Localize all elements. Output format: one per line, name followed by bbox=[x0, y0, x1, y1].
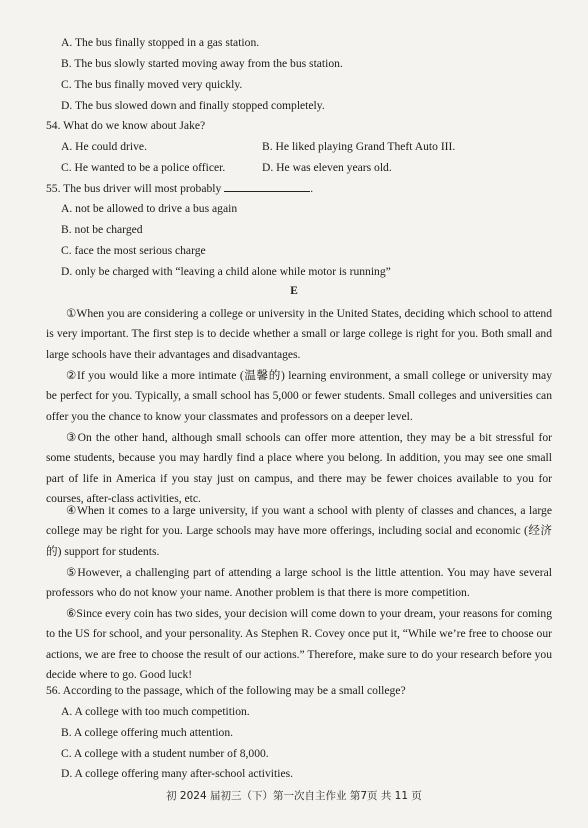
q55-option-b: B. not be charged bbox=[61, 223, 143, 236]
page-footer: 初 2024 届初三（下）第一次自主作业 第7页 共 11 页 bbox=[166, 790, 422, 802]
q55-option-c: C. face the most serious charge bbox=[61, 244, 206, 257]
q54-stem: 54. What do we know about Jake? bbox=[46, 119, 206, 132]
q55-stem bbox=[46, 181, 313, 196]
passage-paragraph-2: ②If you would like a more intimate (温馨的) learning environment, a small college or university may be perfect for you. Typically, a small school has 5,000 or fewer students. Small colleges and universities can offer you the chance to know your classmates and professors on a deeper level. bbox=[46, 369, 552, 423]
answer-blank bbox=[224, 181, 310, 192]
passage-paragraph-5: ⑤However, a challenging part of attending a large school is the little attention. You may have several professors who do not know your name. Another problem is that there is more competition. bbox=[46, 566, 552, 600]
q56-stem: 56. According to the passage, which of the following may be a small college? bbox=[46, 684, 406, 697]
passage-paragraph-6: ⑥Since every coin has two sides, your decision will come down to your dream, your reasons for coming to the US for school, and your personality. As Stephen R. Covey once put it, “While we’re free to choose our actions, we are free to choose the result of our actions.” Therefore, make sure to do your research before you decide where to go. Good luck! bbox=[46, 607, 552, 682]
q54-option-b: B. He liked playing Grand Theft Auto III. bbox=[262, 140, 456, 153]
passage-paragraph-4: ④When it comes to a large university, if you want a school with plenty of classes and chances, a large college may be right for you. Large schools may have more offerings, including social and economic (经济的) support for students. bbox=[46, 504, 552, 558]
passage-paragraph-1: ①When you are considering a college or university in the United States, deciding which school to attend is very important. The first step is to decide whether a small or large college is right for you. Both small and large schools have their advantages and disadvantages. bbox=[46, 307, 552, 361]
q53-option-c: C. The bus finally moved very quickly. bbox=[61, 78, 243, 91]
q56-option-d: D. A college offering many after-school activities. bbox=[61, 767, 293, 780]
q53-option-a: A. The bus finally stopped in a gas station. bbox=[61, 36, 260, 49]
q56-option-a: A. A college with too much competition. bbox=[61, 705, 250, 718]
q56-option-c: C. A college with a student number of 8,000. bbox=[61, 747, 269, 760]
q54-option-a: A. He could drive. bbox=[61, 140, 147, 153]
q55-stem-text: 55. The bus driver will most probably bbox=[46, 182, 225, 195]
q56-option-b: B. A college offering much attention. bbox=[61, 726, 234, 739]
q54-option-d: D. He was eleven years old. bbox=[262, 161, 392, 174]
passage-paragraph-3: ③On the other hand, although small schools can offer more attention, they may be a bit stressful for some students, because you may hardly find a place where you belong. In addition, you may see one small part of life in America if you stay just on campus, and there may be fewer choices available to you for courses, after-class activities, etc. bbox=[46, 431, 552, 506]
q53-option-b: B. The bus slowly started moving away from the bus station. bbox=[61, 57, 343, 70]
q55-option-a: A. not be allowed to drive a bus again bbox=[61, 202, 238, 215]
q55-option-d: D. only be charged with “leaving a child alone while motor is running” bbox=[61, 265, 391, 278]
q54-option-c: C. He wanted to be a police officer. bbox=[61, 161, 226, 174]
section-heading: E bbox=[290, 285, 298, 297]
q55-stem-end: . bbox=[310, 182, 314, 195]
q53-option-d: D. The bus slowed down and finally stopped completely. bbox=[61, 99, 325, 112]
